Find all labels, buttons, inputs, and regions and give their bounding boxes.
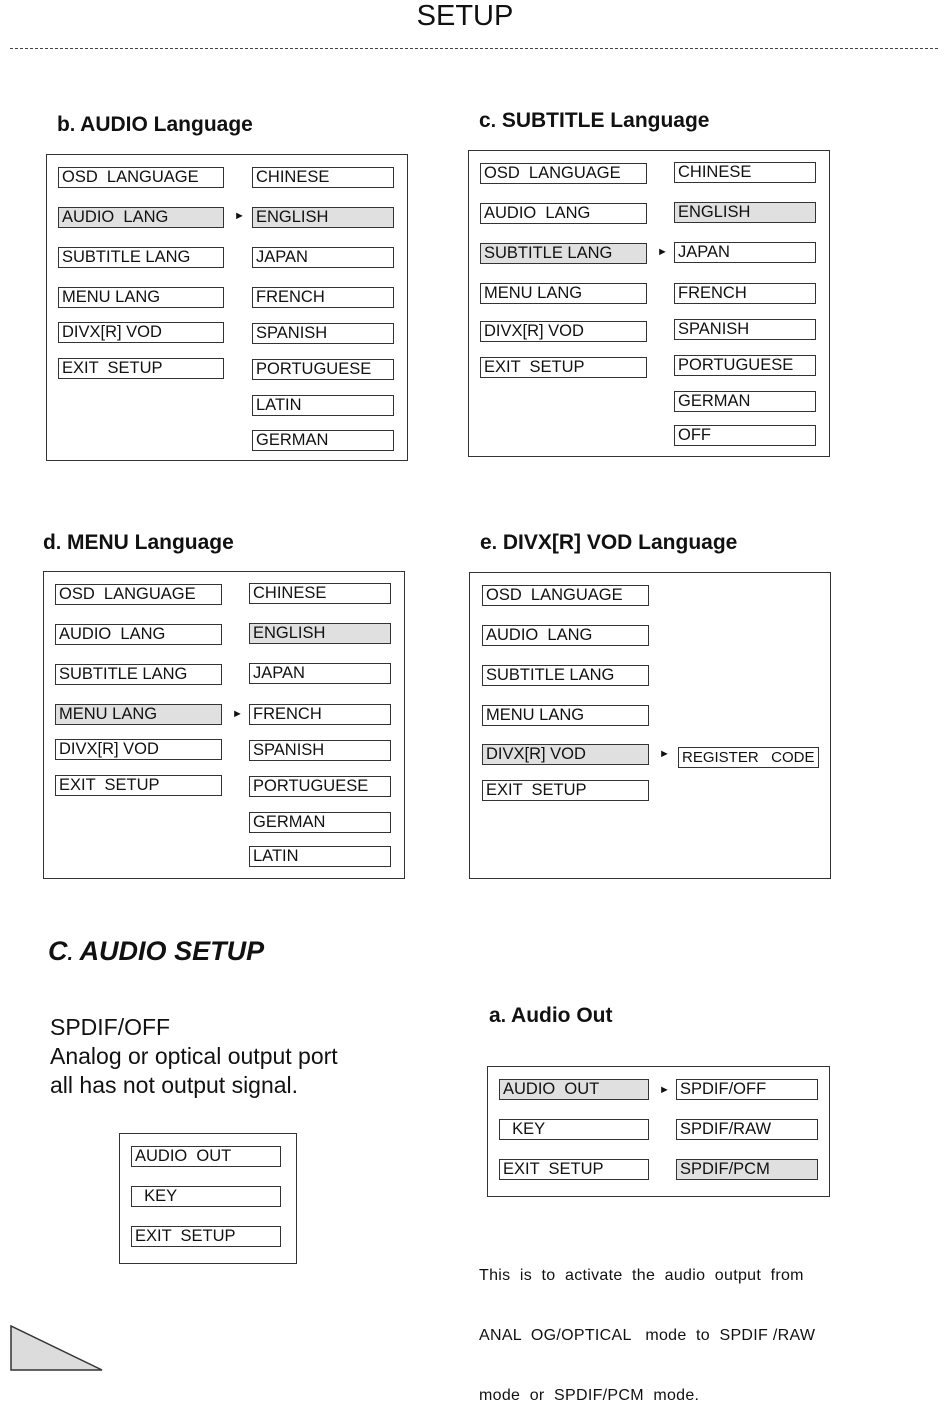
option-spanish[interactable]: SPANISH [674, 319, 816, 340]
option-german[interactable]: GERMAN [674, 391, 816, 412]
menu-osd-language[interactable]: OSD LANGUAGE [58, 167, 224, 188]
option-german[interactable]: GERMAN [249, 812, 391, 833]
menu-audio-lang[interactable]: AUDIO LANG [482, 625, 649, 646]
note-line: ANAL OG/OPTICAL mode to SPDIF /RAW [479, 1327, 816, 1344]
section-title: Audio Out [511, 1004, 613, 1027]
option-latin[interactable]: LATIN [252, 395, 394, 416]
section-letter: c [479, 109, 491, 132]
option-chinese[interactable]: CHINESE [249, 583, 391, 604]
menu-audio-out[interactable]: AUDIO OUT [131, 1146, 281, 1167]
section-title: AUDIO SETUP [79, 936, 265, 966]
section-title: SUBTITLE Language [501, 109, 710, 132]
option-english[interactable]: ENGLISH [249, 623, 391, 644]
selection-arrow-icon: ► [657, 246, 668, 258]
option-portuguese[interactable]: PORTUGUESE [249, 776, 391, 797]
section-letter: a [489, 1004, 501, 1027]
menu-audio-lang[interactable]: AUDIO LANG [58, 207, 224, 228]
audio-out-small-panel [119, 1133, 297, 1264]
menu-language-panel [43, 571, 405, 879]
divx-vod-language-panel [469, 572, 831, 879]
section-letter: C [48, 936, 68, 966]
section-letter: e [480, 531, 492, 554]
menu-subtitle-lang[interactable]: SUBTITLE LANG [480, 243, 647, 264]
menu-audio-out[interactable]: AUDIO OUT [499, 1079, 649, 1100]
menu-exit-setup[interactable]: EXIT SETUP [480, 357, 647, 378]
spdif-off-description [50, 1013, 338, 1100]
menu-divx-vod[interactable]: DIVX[R] VOD [55, 739, 222, 760]
section-letter: d [43, 531, 56, 554]
menu-menu-lang[interactable]: MENU LANG [480, 283, 647, 304]
section-heading-audio-language: b. AUDIO Language [57, 113, 253, 136]
section-letter: b [57, 113, 70, 136]
menu-menu-lang[interactable]: MENU LANG [55, 704, 222, 725]
option-french[interactable]: FRENCH [249, 704, 391, 725]
menu-osd-language[interactable]: OSD LANGUAGE [482, 585, 649, 606]
selection-arrow-icon: ► [232, 708, 243, 720]
menu-divx-vod[interactable]: DIVX[R] VOD [482, 744, 649, 765]
option-german[interactable]: GERMAN [252, 430, 394, 451]
menu-audio-lang[interactable]: AUDIO LANG [55, 624, 222, 645]
option-english[interactable]: ENGLISH [252, 207, 394, 228]
menu-exit-setup[interactable]: EXIT SETUP [55, 775, 222, 796]
note-line: This is to activate the audio output from [479, 1267, 804, 1284]
option-spanish[interactable]: SPANISH [252, 323, 394, 344]
audio-language-panel [46, 154, 408, 461]
dashed-divider [10, 48, 938, 49]
menu-divx-vod[interactable]: DIVX[R] VOD [480, 321, 647, 342]
option-portuguese[interactable]: PORTUGUESE [674, 355, 816, 376]
option-portuguese[interactable]: PORTUGUESE [252, 359, 394, 380]
menu-subtitle-lang[interactable]: SUBTITLE LANG [482, 665, 649, 686]
subtitle-language-panel [468, 150, 830, 457]
note-line: mode or SPDIF/PCM mode. [479, 1387, 700, 1404]
menu-osd-language[interactable]: OSD LANGUAGE [480, 163, 647, 184]
option-french[interactable]: FRENCH [674, 283, 816, 304]
menu-exit-setup[interactable]: EXIT SETUP [131, 1226, 281, 1247]
page-corner-triangle-icon [10, 1325, 104, 1371]
option-off[interactable]: OFF [674, 425, 816, 446]
option-french[interactable]: FRENCH [252, 287, 394, 308]
option-spdif-raw[interactable]: SPDIF/RAW [676, 1119, 818, 1140]
option-japan[interactable]: JAPAN [249, 663, 391, 684]
menu-exit-setup[interactable]: EXIT SETUP [58, 358, 224, 379]
option-japan[interactable]: JAPAN [252, 247, 394, 268]
audio-out-panel [487, 1066, 830, 1197]
section-heading-subtitle-language: c. SUBTITLE Language [479, 109, 710, 132]
option-english[interactable]: ENGLISH [674, 202, 816, 223]
description-line: SPDIF/OFF [50, 1014, 171, 1040]
menu-key[interactable]: KEY [499, 1119, 649, 1140]
menu-divx-vod[interactable]: DIVX[R] VOD [58, 322, 224, 343]
section-heading-divx-vod-language: e. DIVX[R] VOD Language [480, 531, 738, 554]
option-japan[interactable]: JAPAN [674, 242, 816, 263]
option-spdif-off[interactable]: SPDIF/OFF [676, 1079, 818, 1100]
menu-audio-lang[interactable]: AUDIO LANG [480, 203, 647, 224]
option-register-code[interactable]: REGISTER CODE [678, 747, 819, 768]
menu-key[interactable]: KEY [131, 1186, 281, 1207]
option-chinese[interactable]: CHINESE [674, 162, 816, 183]
option-spdif-pcm[interactable]: SPDIF/PCM [676, 1159, 818, 1180]
menu-menu-lang[interactable]: MENU LANG [58, 287, 224, 308]
audio-out-note [479, 1226, 815, 1426]
section-title: MENU Language [66, 531, 234, 554]
menu-menu-lang[interactable]: MENU LANG [482, 705, 649, 726]
option-latin[interactable]: LATIN [249, 846, 391, 867]
selection-arrow-icon: ► [234, 210, 245, 222]
option-spanish[interactable]: SPANISH [249, 740, 391, 761]
menu-subtitle-lang[interactable]: SUBTITLE LANG [55, 664, 222, 685]
menu-exit-setup[interactable]: EXIT SETUP [499, 1159, 649, 1180]
description-line: all has not output signal. [50, 1072, 299, 1098]
page-title: SETUP [416, 0, 514, 32]
section-title: DIVX[R] VOD Language [502, 531, 738, 554]
selection-arrow-icon: ► [659, 1084, 670, 1096]
option-chinese[interactable]: CHINESE [252, 167, 394, 188]
section-heading-menu-language: d. MENU Language [43, 531, 234, 554]
menu-exit-setup[interactable]: EXIT SETUP [482, 780, 649, 801]
menu-subtitle-lang[interactable]: SUBTITLE LANG [58, 247, 224, 268]
selection-arrow-icon: ► [659, 748, 670, 760]
audio-setup-heading: C. AUDIO SETUP [48, 936, 265, 966]
menu-osd-language[interactable]: OSD LANGUAGE [55, 584, 222, 605]
section-title: AUDIO Language [80, 113, 253, 136]
section-heading-audio-out: a. Audio Out [489, 1004, 613, 1027]
description-line: Analog or optical output port [50, 1043, 338, 1069]
